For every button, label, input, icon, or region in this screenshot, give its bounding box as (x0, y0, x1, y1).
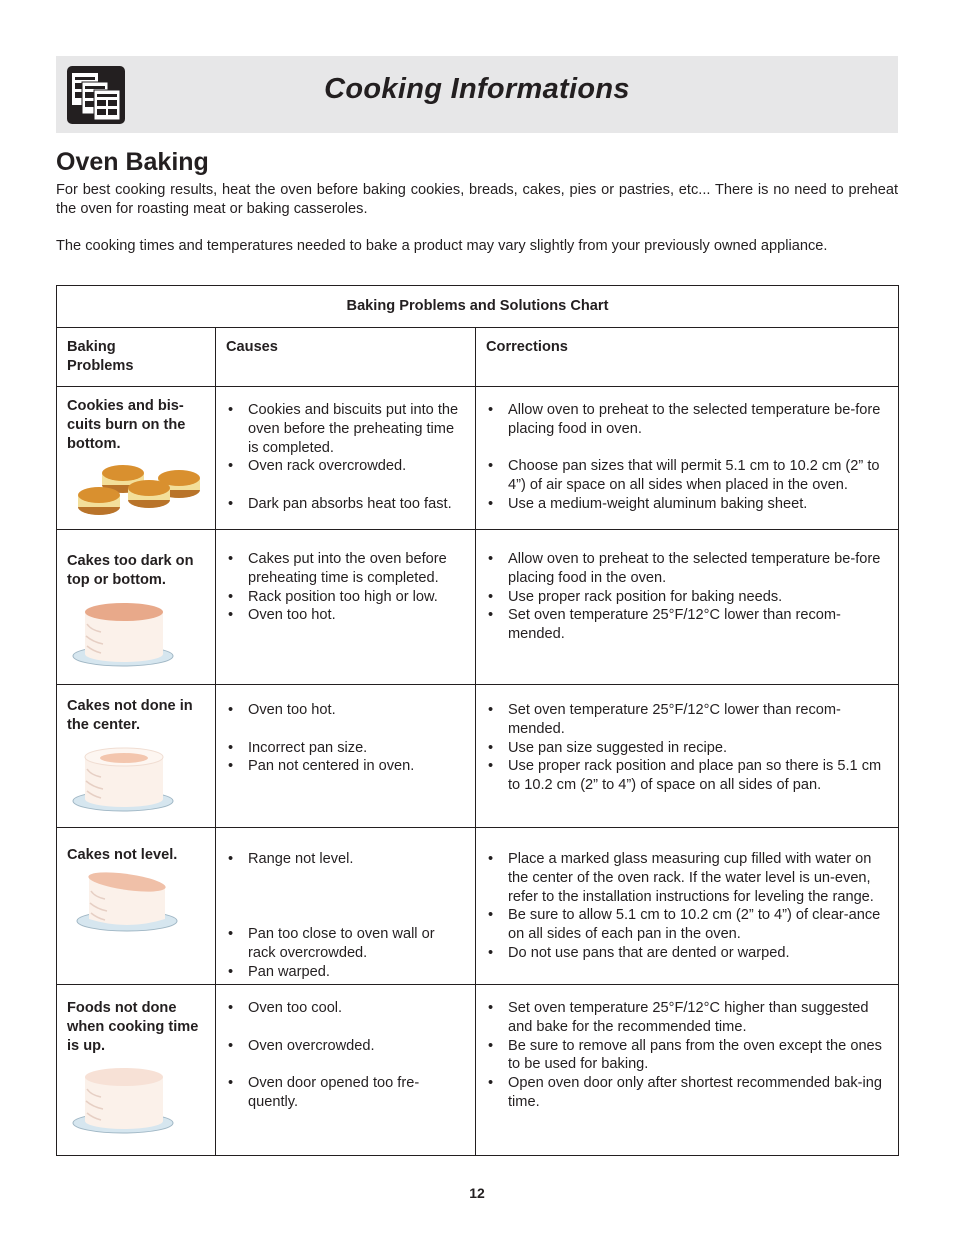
corrections-list (488, 701, 888, 795)
problem-cell (57, 685, 216, 828)
problem-label: Foods not done when cooking time is up. (67, 1000, 199, 1054)
table-row (57, 828, 899, 985)
causes-list (228, 701, 465, 776)
problem-label: Cakes not level. (67, 847, 178, 863)
corrections-cell (476, 985, 899, 1156)
list-item: • Set oven temperature 25°F/12°C lower than recom-mended. (488, 701, 888, 739)
intro-paragraph: For best cooking results, heat the oven before baking cookies, breads, cakes, pies or pastries, etc... There is no need to preheat the oven for roasting meat or baking casseroles. (56, 182, 898, 217)
column-header-corrections: Corrections (476, 328, 899, 387)
causes-cell (216, 530, 476, 685)
page-title: Cooking Informations (324, 73, 630, 105)
burnt-cookies-illustration (71, 455, 207, 519)
list-item: • Open oven door only after shortest recommended bak-ing time. (488, 1074, 888, 1112)
problem-cell (57, 530, 216, 685)
column-header-causes: Causes (216, 328, 476, 387)
list-item: • Allow oven to preheat to the selected temperature be-fore placing food in the oven. (488, 550, 888, 588)
list-item: • Rack position too high or low. (228, 588, 465, 607)
table-row (57, 387, 899, 530)
dark-cake-illustration (71, 598, 181, 668)
list-item: • Dark pan absorbs heat too fast. (228, 495, 465, 514)
problem-label: Cookies and bis- cuits burn on the bottom. (67, 398, 186, 452)
list-item: • Set oven temperature 25°F/12°C lower than recom-mended. (488, 606, 888, 644)
list-item: • Set oven temperature 25°F/12°C higher than suggested and bake for the recommended time. (488, 999, 888, 1037)
list-item: • Allow oven to preheat to the selected temperature be-fore placing food in oven. (488, 401, 888, 439)
corrections-list (488, 850, 888, 963)
corrections-cell (476, 685, 899, 828)
list-item: • Range not level. (228, 850, 465, 869)
list-item: • Be sure to allow 5.1 cm to 10.2 cm (2” to 4”) of clear-ance on all sides of each pan in the oven. (488, 906, 888, 944)
problem-cell (57, 985, 216, 1156)
corrections-cell (476, 387, 899, 530)
table-row (57, 685, 899, 828)
list-item: • Oven rack overcrowded. (228, 457, 465, 476)
column-header-problems: Baking Problems (57, 328, 216, 387)
section-title: Oven Baking (56, 148, 209, 176)
cake-illustration (71, 1063, 181, 1135)
intro-paragraph: The cooking times and temperatures needed to bake a product may vary slightly from your previously owned appliance. (56, 238, 828, 254)
list-item: • Use proper rack position and place pan so there is 5.1 cm to 10.2 cm (2” to 4”) of space on all sides of pan. (488, 757, 888, 795)
problem-cell (57, 828, 216, 985)
causes-cell (216, 985, 476, 1156)
causes-list (228, 999, 465, 1112)
problem-cell (57, 387, 216, 530)
list-item: • Pan too close to oven wall or rack overcrowded. (228, 925, 465, 963)
causes-list (228, 401, 465, 514)
causes-cell (216, 828, 476, 985)
list-item: • Oven too cool. (228, 999, 465, 1018)
list-item: • Use proper rack position for baking needs. (488, 588, 888, 607)
list-item: • Pan warped. (228, 963, 465, 982)
list-item: • Cakes put into the oven before preheating time is completed. (228, 550, 465, 588)
table-row (57, 530, 899, 685)
causes-list (228, 550, 465, 625)
list-item: • Use pan size suggested in recipe. (488, 739, 888, 758)
corrections-list (488, 401, 888, 514)
list-item: • Oven door opened too fre-quently. (228, 1074, 465, 1112)
list-item: • Do not use pans that are dented or warped. (488, 944, 888, 963)
baking-problems-chart (56, 285, 899, 1156)
list-item: • Pan not centered in oven. (228, 757, 465, 776)
header-band (56, 56, 898, 133)
list-item: • Cookies and biscuits put into the oven before the preheating time is completed. (228, 401, 465, 457)
corrections-cell (476, 530, 899, 685)
list-item: • Oven too hot. (228, 606, 465, 625)
causes-cell (216, 387, 476, 530)
corrections-list (488, 999, 888, 1112)
causes-list (228, 850, 465, 982)
problem-label: Cakes too dark on top or bottom. (67, 553, 194, 588)
list-item: • Oven overcrowded. (228, 1037, 465, 1056)
corrections-cell (476, 828, 899, 985)
list-item: • Place a marked glass measuring cup filled with water on the center of the oven rack. If the water level is un-even, refer to the installation instructions for leveling the range. (488, 850, 888, 906)
list-item: • Be sure to remove all pans from the oven except the ones to be used for baking. (488, 1037, 888, 1075)
uneven-cake-illustration (71, 869, 181, 935)
list-item: • Choose pan sizes that will permit 5.1 cm to 10.2 cm (2” to 4”) of air space on all sides when placed in the oven. (488, 457, 888, 495)
undone-cake-illustration (71, 743, 181, 813)
chart-caption: Baking Problems and Solutions Chart (57, 286, 899, 328)
problem-label: Cakes not done in the center. (67, 698, 193, 733)
table-row (57, 985, 899, 1156)
page-number: 12 (469, 1185, 485, 1201)
list-item: • Incorrect pan size. (228, 739, 465, 758)
list-item: • Oven too hot. (228, 701, 465, 720)
list-item: • Use a medium-weight aluminum baking sheet. (488, 495, 888, 514)
causes-cell (216, 685, 476, 828)
corrections-list (488, 550, 888, 644)
